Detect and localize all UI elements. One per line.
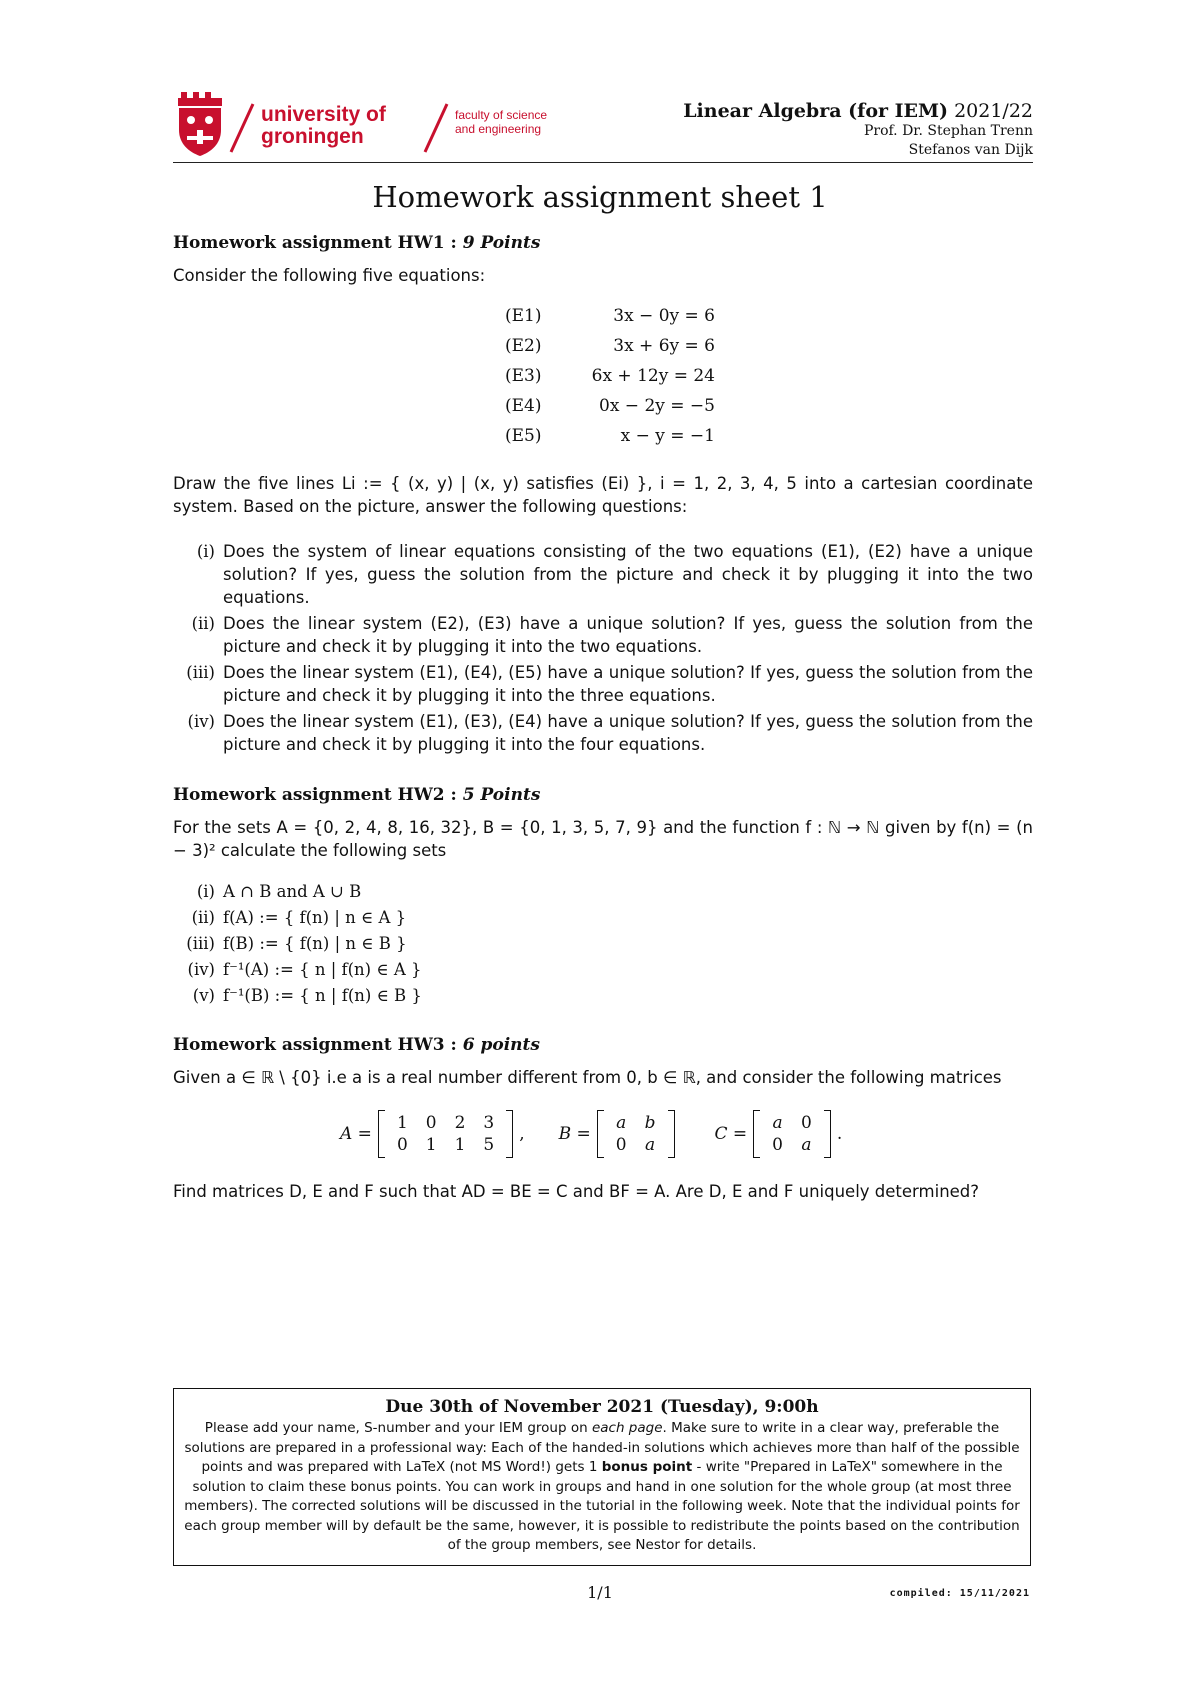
matrix-name: A =	[340, 1124, 372, 1144]
hw3-question: Find matrices D, E and F such that AD = BE = C and BF = A. Are D, E and F uniquely determined?	[173, 1182, 980, 1201]
list-item	[173, 958, 1033, 981]
hw3-heading-label: Homework assignment HW3 :	[173, 1035, 457, 1055]
item-text: Does the linear system (E1), (E3), (E4) have a unique solution? If yes, guess the solution from the picture and check it by plugging it into the four equations.	[223, 712, 1033, 754]
hw2-heading-block	[173, 784, 1033, 807]
course-year: 2021/22	[954, 100, 1033, 122]
hw3-intro: Given a ∈ ℝ \ {0} i.e a is a real number different from 0, b ∈ ℝ, and consider the following matrices	[173, 1068, 1002, 1087]
hw2-intro-block	[173, 816, 1033, 862]
matrix	[753, 1110, 831, 1158]
due-box	[173, 1388, 1031, 1566]
hw2-items	[173, 880, 1033, 1010]
hw1-heading-block	[173, 232, 1033, 255]
matrix-cell: 0	[615, 1135, 627, 1155]
matrix-cell: 2	[454, 1113, 466, 1133]
hw1-intro: Consider the following five equations:	[173, 266, 486, 285]
equation-label: (E4)	[505, 396, 542, 416]
matrix-cell: b	[644, 1113, 656, 1133]
item-number: (iv)	[187, 960, 215, 979]
equation-row	[505, 426, 715, 456]
hw2-intro: For the sets A = {0, 2, 4, 8, 16, 32}, B = {0, 1, 3, 5, 7, 9} and the function f : ℕ → ℕ given by f(n) = (n − 3)² calculate the following sets	[173, 818, 1033, 860]
hw1-intro-block	[173, 264, 1033, 287]
hw3-intro-block	[173, 1066, 1033, 1089]
equation-expression: x − y = −1	[620, 426, 715, 446]
equation-expression: 0x − 2y = −5	[599, 396, 715, 416]
equation-label: (E3)	[505, 366, 542, 386]
equation-row	[505, 366, 715, 396]
item-number: (i)	[196, 882, 215, 901]
hw3-heading	[173, 1034, 1033, 1057]
item-text: f(A) := { f(n) | n ∈ A }	[223, 908, 407, 927]
item-number: (ii)	[191, 614, 215, 633]
matrix-cell: a	[616, 1113, 627, 1133]
matrix-cell: 1	[425, 1135, 437, 1155]
matrix-cell: 0	[772, 1135, 783, 1155]
due-body-part1: Please add your name, S-number and your IEM group on	[204, 1420, 592, 1436]
equation-expression: 3x + 6y = 6	[613, 336, 715, 356]
matrix	[597, 1110, 675, 1158]
hw1-heading-label: Homework assignment HW1 :	[173, 233, 457, 253]
list-item	[173, 906, 1033, 929]
equation-expression: 3x − 0y = 6	[613, 306, 715, 326]
matrix-cell: 3	[483, 1113, 495, 1133]
list-item	[173, 880, 1033, 903]
compiled-date: compiled: 15/11/2021	[889, 1588, 1030, 1599]
matrix-cell: 5	[483, 1135, 495, 1155]
matrix-cell: a	[801, 1135, 812, 1155]
list-item	[173, 932, 1033, 955]
hw1-points: 9 Points	[462, 233, 541, 253]
item-text: f(B) := { f(n) | n ∈ B }	[223, 934, 407, 953]
item-text: f⁻¹(B) := { n | f(n) ∈ B }	[223, 986, 422, 1005]
item-text: Does the system of linear equations consisting of the two equations (E1), (E2) have a unique solution? If yes, guess the solution from the picture and check it by plugging it into the two equations.	[223, 542, 1033, 607]
faculty-text-line1: faculty of science	[455, 108, 548, 122]
item-text: f⁻¹(A) := { n | f(n) ∈ A }	[223, 960, 422, 979]
due-heading: Due 30th of November 2021 (Tuesday), 9:00h	[385, 1397, 819, 1417]
logo-text-line1: university of	[261, 103, 386, 126]
matrix	[378, 1110, 513, 1158]
hw1-questions	[173, 540, 1033, 759]
equation-row	[505, 306, 715, 336]
page-number: 1/1	[587, 1583, 613, 1602]
hw3-heading-block	[173, 1034, 1033, 1057]
item-text: Does the linear system (E1), (E4), (E5) have a unique solution? If yes, guess the solution from the picture and check it by plugging it into the three equations.	[223, 663, 1033, 705]
matrix-punct: .	[836, 1124, 843, 1144]
hw3-question-block	[173, 1180, 1033, 1203]
matrix-cell: 1	[396, 1113, 408, 1133]
item-number: (iii)	[186, 934, 215, 953]
item-number: (ii)	[191, 908, 215, 927]
assistant-name: Stefanos van Dijk	[908, 142, 1033, 158]
faculty-text-line2: and engineering	[455, 122, 542, 136]
matrix-cell: a	[645, 1135, 656, 1155]
course-name: Linear Algebra (for IEM)	[683, 100, 949, 122]
matrix-punct: ,	[519, 1124, 525, 1144]
hw1-draw-text: Draw the five lines Li := { (x, y) | (x, y) satisfies (Ei) }, i = 1, 2, 3, 4, 5 into a cartesian coordinate system. Based on the picture, answer the following questions:	[173, 474, 1033, 516]
equation-label: (E2)	[505, 336, 542, 356]
list-item	[173, 661, 1033, 707]
hw1-draw-block	[173, 472, 1033, 518]
due-body-emph: each page	[591, 1420, 663, 1436]
logo-text-line2: groningen	[261, 125, 364, 148]
matrix-cell: a	[772, 1113, 783, 1133]
matrix-cell: 0	[396, 1135, 408, 1155]
matrix-row	[340, 1110, 842, 1158]
equation-row	[505, 396, 715, 426]
list-item	[173, 710, 1033, 756]
header	[173, 92, 1033, 162]
header-rule	[173, 162, 1033, 163]
item-number: (v)	[192, 986, 215, 1005]
matrix-cell: 0	[801, 1113, 812, 1133]
course-info	[683, 100, 1033, 160]
matrix-name: C =	[714, 1124, 748, 1144]
list-item	[173, 984, 1033, 1007]
equation-label: (E1)	[505, 306, 542, 326]
page-title: Homework assignment sheet 1	[372, 180, 828, 214]
list-item	[173, 540, 1033, 609]
hw2-points: 5 Points	[462, 785, 541, 805]
item-text: A ∩ B and A ∪ B	[223, 882, 362, 901]
matrix-cell: 0	[425, 1113, 437, 1133]
due-body-part3: - write "Prepared in LaTeX" somewhere in the solution to claim these bonus points. You can work in groups and hand in one solution for the whole group (at most three members). The corrected solutions will be discussed in the tutorial in the following week. Note that the individual points for each group member will by default be the same, however, it is possible to redistribute the points based on the contribution of the group members, see Nestor for details.	[184, 1459, 1020, 1553]
item-number: (iii)	[186, 663, 215, 682]
due-body-part2: . Make sure to write in a clear way, preferable the solutions are prepared in a professional way: Each of the handed-in solutions which achieves more than half of the possible points and was prepared with LaTeX (not MS Word!) gets 1	[184, 1420, 1020, 1475]
due-body-bold: bonus point	[601, 1459, 693, 1475]
professor-name: Prof. Dr. Stephan Trenn	[863, 123, 1033, 139]
due-body	[174, 1417, 1030, 1556]
hw2-heading	[173, 784, 1033, 807]
course-title	[683, 100, 1033, 122]
list-item	[173, 612, 1033, 658]
item-number: (i)	[196, 542, 215, 561]
matrix-cell: 1	[454, 1135, 466, 1155]
hw1-heading	[173, 232, 1033, 255]
university-logo	[173, 92, 573, 158]
item-number: (iv)	[187, 712, 215, 731]
hw3-points: 6 points	[462, 1035, 540, 1055]
equation-row	[505, 336, 715, 366]
hw2-heading-label: Homework assignment HW2 :	[173, 785, 457, 805]
matrix-name: B =	[558, 1124, 591, 1144]
equation-list	[505, 306, 715, 456]
item-text: Does the linear system (E2), (E3) have a unique solution? If yes, guess the solution from the picture and check it by plugging it into the two equations.	[223, 614, 1033, 656]
equation-label: (E5)	[505, 426, 542, 446]
equation-expression: 6x + 12y = 24	[591, 366, 715, 386]
